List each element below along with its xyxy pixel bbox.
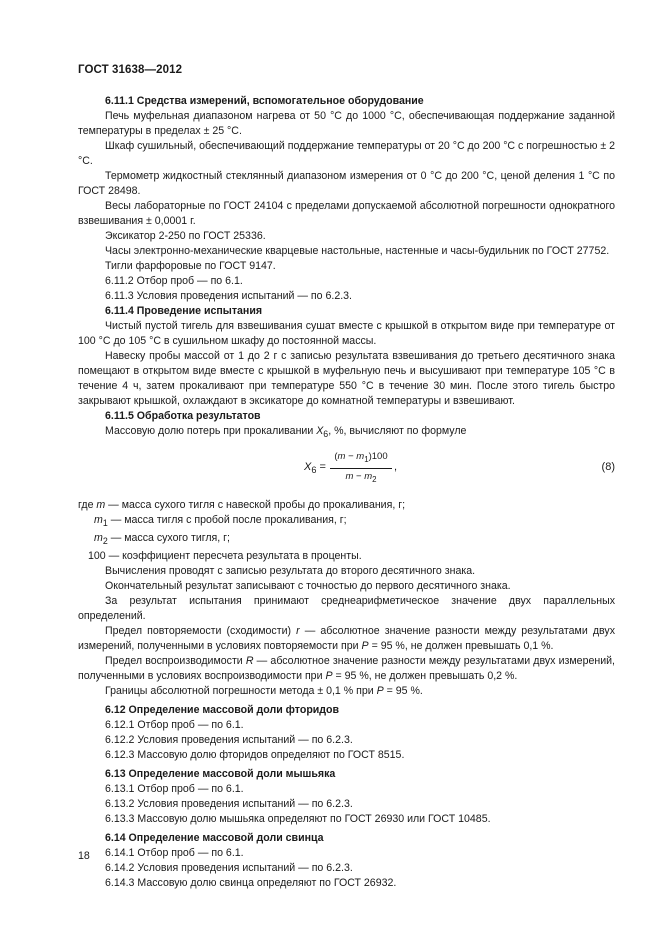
clause-6-14-3: 6.14.3 Массовую долю свинца определяют по ГОСТ 26932. xyxy=(105,877,397,890)
paragraph: Окончательный результат записывают с точностью до первого десятичного знака. xyxy=(105,580,511,593)
formula-8 xyxy=(78,448,615,492)
formula-lhs: $X_6$ = xyxy=(304,461,326,476)
paragraph: Предел воспроизводимости R — абсолютное значение разности между результатами двух измерений, полученными в условиях воспроизводимости при P = 95 %, не должен превышать 0,2 %. xyxy=(78,655,615,683)
paragraph: Печь муфельная диапазоном нагрева от 50 °С до 1000 °С, обеспечивающая поддержание заданной температуры в пределах ± 25 °С. xyxy=(78,110,615,137)
paragraph: Навеску пробы массой от 1 до 2 г с записью результата взвешивания до третьего десятичного знака помещают в открытом виде вместе с крышкой в муфельную печь и высушивают при температуре 105 °С в течение 4 ч, затем прокаливают при температуре 550 °С в течение 30 мин. После этого тигель быстро закрывают крышкой, охлаждают в эксикаторе до комнатной температуры и взвешивают. xyxy=(78,350,615,407)
paragraph: Чистый пустой тигель для взвешивания сушат вместе с крышкой в открытом виде при температуре от 100 °С до 105 °С в сушильном шкафу до постоянной массы. xyxy=(78,320,615,347)
paragraph: Границы абсолютной погрешности метода ± 0,1 % при P = 95 %. xyxy=(105,685,423,698)
paragraph: Тигли фарфоровые по ГОСТ 9147. xyxy=(105,260,276,272)
clause-6-14-1: 6.14.1 Отбор проб — по 6.1. xyxy=(105,847,244,860)
where-line: 100 — коэффициент пересчета результата в проценты. xyxy=(88,550,362,563)
clause-6-12-1: 6.12.1 Отбор проб — по 6.1. xyxy=(105,719,244,732)
clause-6-13-1: 6.13.1 Отбор проб — по 6.1. xyxy=(105,783,244,796)
paragraph: Эксикатор 2-250 по ГОСТ 25336. xyxy=(105,230,266,242)
page-number: 18 xyxy=(78,850,90,862)
section-6-11-5-heading: 6.11.5 Обработка результатов xyxy=(105,410,261,422)
paragraph: Часы электронно-механические кварцевые настольные, настенные и часы-будильник по ГОСТ 27752. xyxy=(105,245,610,257)
clause-6-14-2: 6.14.2 Условия проведения испытаний — по 6.2.3. xyxy=(105,862,353,875)
where-line: $m_2$ — масса сухого тигля, г; xyxy=(94,532,230,547)
section-6-11-1-heading: 6.11.1 Средства измерений, вспомогательное оборудование xyxy=(105,95,424,107)
paragraph: Массовую долю потерь при прокаливании $X_6$, %, вычисляют по формуле xyxy=(105,425,467,440)
clause-6-11-3: 6.11.3 Условия проведения испытаний — по 6.2.3. xyxy=(105,290,352,302)
paragraph: Термометр жидкостный стеклянный диапазоном измерения от 0 °С до 200 °С, ценой деления 1 °С по ГОСТ 28498. xyxy=(78,170,615,197)
section-6-11-4-heading: 6.11.4 Проведение испытания xyxy=(105,305,263,317)
formula-comma: , xyxy=(394,461,398,474)
paragraph: Весы лабораторные по ГОСТ 24104 с пределами допускаемой абсолютной погрешности однократного взвешивания ± 0,0001 г. xyxy=(78,200,615,227)
formula-numerator: $(m - m_1)100$ xyxy=(330,451,392,469)
clause-6-12-2: 6.12.2 Условия проведения испытаний — по 6.2.3. xyxy=(105,734,353,747)
clause-6-13-2: 6.13.2 Условия проведения испытаний — по 6.2.3. xyxy=(105,798,353,811)
section-6-14-heading: 6.14 Определение массовой доли свинца xyxy=(105,832,324,845)
document-header: ГОСТ 31638—2012 xyxy=(78,64,183,76)
paragraph: Шкаф сушильный, обеспечивающий поддержание температуры от 20 °С до 200 °С с погрешностью ± 2 °С. xyxy=(78,140,615,167)
clause-6-12-3: 6.12.3 Массовую долю фторидов определяют по ГОСТ 8515. xyxy=(105,749,405,762)
section-6-12-heading: 6.12 Определение массовой доли фторидов xyxy=(105,704,340,717)
document-body xyxy=(78,94,615,891)
clause-6-13-3: 6.13.3 Массовую долю мышьяка определяют по ГОСТ 26930 или ГОСТ 10485. xyxy=(105,813,491,826)
formula-number: (8) xyxy=(601,461,615,474)
where-line: $m_1$ — масса тигля с пробой после прокаливания, г; xyxy=(94,514,347,529)
formula-denominator: $m - m_2$ xyxy=(345,471,377,484)
where-line: где m — масса сухого тигля с навеской пробы до прокаливания, г; xyxy=(78,499,406,512)
formula-fraction xyxy=(330,451,392,486)
paragraph: Предел повторяемости (сходимости) r — абсолютное значение разности между результатами двух измерений, полученными в условиях повторяемости при P = 95 %, не должен превышать 0,1 %. xyxy=(78,625,615,653)
paragraph: За результат испытания принимают среднеарифметическое значение двух параллельных определений. xyxy=(78,595,615,623)
section-6-13-heading: 6.13 Определение массовой доли мышьяка xyxy=(105,768,336,781)
clause-6-11-2: 6.11.2 Отбор проб — по 6.1. xyxy=(105,275,243,287)
paragraph: Вычисления проводят с записью результата до второго десятичного знака. xyxy=(105,565,476,578)
